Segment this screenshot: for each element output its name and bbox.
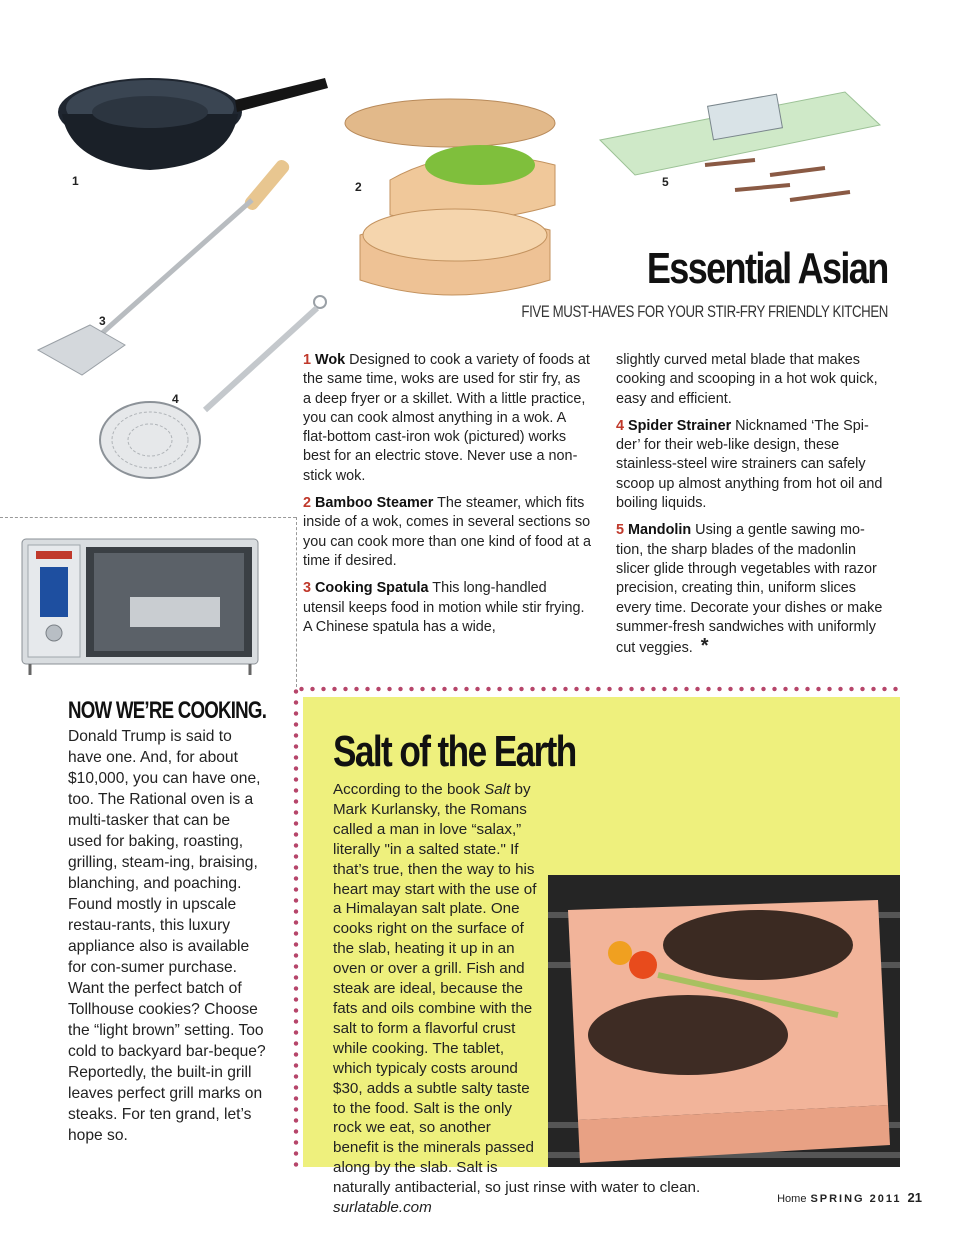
- wok-label: 1: [72, 174, 79, 188]
- strainer-image: [95, 290, 335, 490]
- item-cooking-spatula: 3 Cooking Spatula This long-handled utensil keeps food in motion while stir frying. A Chinese spatula has a wide,: [303, 580, 585, 635]
- item-spatula-continued: slightly curved metal blade that makes cooking and scooping in a hot wok quick, easy and efficient.: [616, 352, 878, 407]
- article-subhead: FIVE MUST-HAVES FOR YOUR STIR-FRY FRIENDLY KITCHEN: [521, 302, 888, 321]
- dotted-divider-horizontal: [296, 686, 900, 692]
- mandolin-image: [595, 80, 895, 210]
- item-bamboo-steamer: 2 Bamboo Steamer The steamer, which fits inside of a wok, comes in several sections so you can cook more than one kind of food at a time if desired.: [303, 495, 592, 569]
- sidebar-title: NOW WE’RE COOKING.: [68, 697, 267, 724]
- text-column-right: [616, 351, 890, 666]
- dotted-divider-vertical: [293, 686, 299, 1171]
- item-wok: 1 Wok Designed to cook a variety of foods at the same time, woks are used for stir fry, as a deep fryer or a skillet. With a little practice, you can cook almost anything in a wok. A flat-bottom cast-iron wok (pictured) works best for an electric stove. Never use a non-stick wok.: [303, 352, 590, 484]
- text-column-left: [303, 351, 591, 645]
- item-mandolin: 5 Mandolin Using a gentle sawing mo-tion, the sharp blades of the madonlin slicer glide through vegetables with razor precision, creating thin, uniform slices every time. Decorate your dishes or make summer-fresh sandwiches with uniformly cut veggies. *: [616, 522, 883, 658]
- item-spider-strainer: 4 Spider Strainer Nicknamed ‘The Spi-der’ for their web-like design, these stainless-steel wire strainers can safely scoop up almost anything from hot oil and boiling liquids.: [616, 417, 883, 512]
- spatula-label: 3: [99, 314, 106, 328]
- salt-body: According to the book Salt by Mark Kurlansky, the Romans called a man in love “salax,” literally "in a salted state." If that’s true, then the way to his heart may start with the use of a Himalayan salt plate. One cooks right on the surface of the slab, heating it up in an oven or over a grill. Fish and steak are ideal, because the fats and oils combine with the salt to form a flavorful crust while cooking. The tablet, which typicaly costs around $30, adds a subtle salty taste to the food. Salt is the only rock we eat, so another benefit is the minerals passed along by the slab. Salt is naturally antibacterial, so just rinse with water to clean. surlatable.com: [333, 781, 701, 1217]
- salt-plate-photo: [548, 875, 900, 1167]
- strainer-label: 4: [172, 392, 179, 406]
- sidebar-body: Donald Trump is said to have one. And, for about $10,000, you can have one, too. The Rational oven is a multi-tasker that can be used for baking, roasting, grilling, steam-ing, braising, blanching, and poaching. Found mostly in upscale restau-rants, this luxury appliance also is available for con-sumer purchase. Want the perfect batch of Tollhouse cookies? Choose the “light brown” setting. Too cold to backyard bar-beque? Reportedly, the built-in grill leaves perfect grill marks on steaks. For ten grand, let’s hope so.: [68, 728, 266, 1144]
- page-number: 21: [907, 1190, 922, 1205]
- footer-magazine: Home: [777, 1193, 807, 1205]
- bamboo-steamer-image: [340, 95, 580, 310]
- article-headline: Essential Asian: [647, 244, 888, 293]
- page-footer: [777, 1190, 922, 1205]
- oven-image: [20, 537, 260, 677]
- steamer-label: 2: [355, 180, 362, 194]
- salt-title: Salt of the Earth: [333, 727, 576, 776]
- end-mark: *: [700, 635, 709, 658]
- footer-season: SPRING 2011: [810, 1193, 902, 1205]
- dashed-divider-vertical: [296, 517, 297, 687]
- salt-source-link[interactable]: surlatable.com: [333, 1199, 432, 1217]
- dashed-divider-horizontal: [0, 517, 296, 518]
- mandolin-label: 5: [662, 175, 669, 189]
